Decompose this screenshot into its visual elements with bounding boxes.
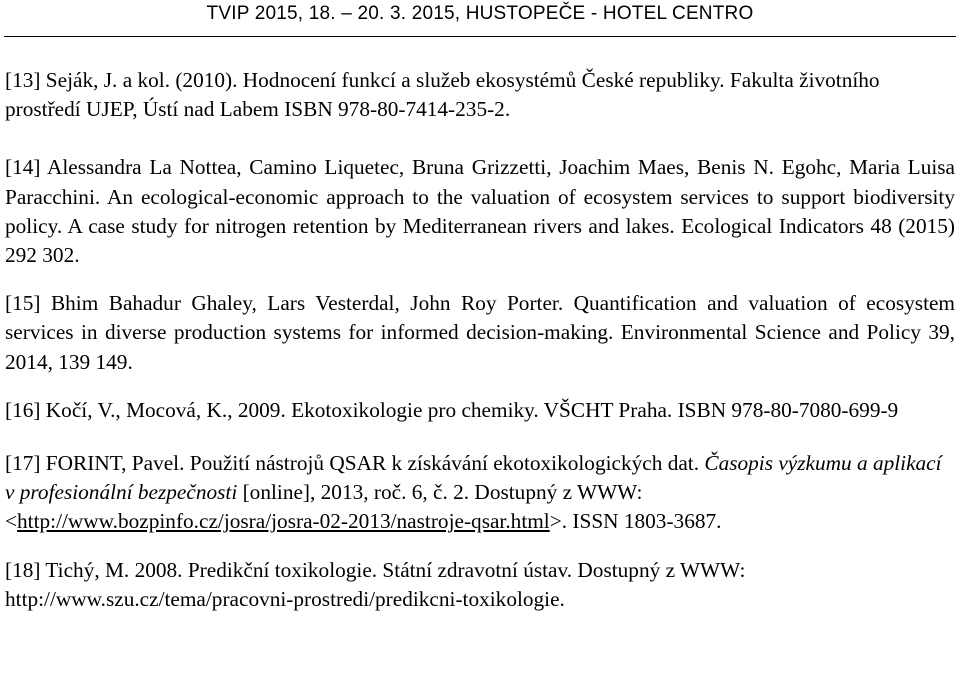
header-rule xyxy=(4,36,956,37)
reference-18: [18] Tichý, M. 2008. Predikční toxikologie. Státní zdravotní ústav. Dostupný z WWW: http://www.szu.cz/tema/pracovni-prostredi/predikcni-toxikologie. xyxy=(5,557,746,611)
reference-list xyxy=(5,66,955,614)
reference-14: [14] Alessandra La Nottea, Camino Liquetec, Bruna Grizzetti, Joachim Maes, Benis N. Egohc, Maria Luisa Paracchini. An ecological-economic approach to the valuation of ecosystem services to support biodiversity policy. A case study for nitrogen retention by Mediterranean rivers and lakes. Ecological Indicators 48 (2015) 292 302. xyxy=(5,155,955,268)
reference-17 xyxy=(5,449,955,537)
reference-17-link[interactable]: http://www.bozpinfo.cz/josra/josra-02-2013/nastroje-qsar.html xyxy=(17,509,550,534)
reference-gap xyxy=(5,537,955,556)
reference-17-middle: [online], 2013, roč. 6, č. 2. Dostupný z WWW: < xyxy=(5,480,643,534)
reference-gap xyxy=(5,270,955,289)
reference-gap xyxy=(5,425,955,449)
reference-17-prefix: [17] FORINT, Pavel. Použití nástrojů QSAR k získávání ekotoxikologických dat. xyxy=(5,451,705,476)
reference-13: [13] Seják, J. a kol. (2010). Hodnocení funkcí a služeb ekosystémů České republiky. Fakulta životního prostředí UJEP, Ústí nad Labem ISBN 978-80-7414-235-2. xyxy=(5,68,880,122)
reference-17-journal: Časopis výzkumu a aplikací v profesionální bezpečnosti xyxy=(5,451,942,505)
reference-gap xyxy=(5,124,955,153)
reference-17-suffix: >. ISSN 1803-3687. xyxy=(549,509,722,534)
reference-gap xyxy=(5,377,955,396)
running-header: TVIP 2015, 18. – 20. 3. 2015, HUSTOPEČE - HOTEL CENTRO xyxy=(206,3,754,24)
reference-15: [15] Bhim Bahadur Ghaley, Lars Vesterdal, John Roy Porter. Quantification and valuation of ecosystem services in diverse production systems for informed decision-making. Environmental Science and Policy 39, 2014, 139 149. xyxy=(5,291,955,374)
reference-16: [16] Kočí, V., Mocová, K., 2009. Ekotoxikologie pro chemiky. VŠCHT Praha. ISBN 978-80-7080-699-9 xyxy=(5,397,899,422)
